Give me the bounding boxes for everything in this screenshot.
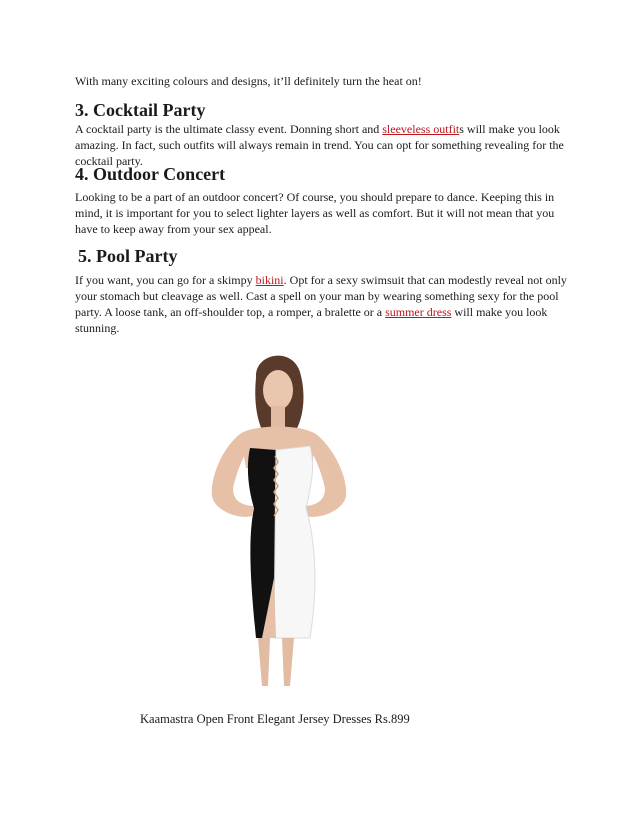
face-shape <box>263 370 293 410</box>
concert-heading: 4. Outdoor Concert <box>75 164 226 184</box>
pool-text-2: . Opt for a sexy swimsuit that can modestly reveal not only your stomach but cleavage as well. Cast a spell on your man by wearing something sexy for the pool party. A loose tank, an off-shoulder top, a romper, a bralette or a <box>75 273 567 319</box>
product-photo[interactable] <box>170 338 380 703</box>
cocktail-heading: 3. Cocktail Party <box>75 100 206 120</box>
cocktail-text-before: A cocktail party is the ultimate classy event. Donning short and <box>75 122 383 136</box>
concert-paragraph: Looking to be a part of an outdoor concert? Of course, you should prepare to dance. Keeping this in mind, it is important for you to select lighter layers as well as comfort. But it will not mean that you have to keep away from your sex appeal. <box>75 190 555 236</box>
pool-text-1: If you want, you can go for a skimpy <box>75 273 256 287</box>
summer-dress-link[interactable]: summer dress <box>385 305 452 319</box>
pool-heading: 5. Pool Party <box>78 246 178 266</box>
product-caption: Kaamastra Open Front Elegant Jersey Dresses Rs.899 <box>140 712 410 726</box>
pool-paragraph <box>75 272 570 336</box>
bikini-link[interactable]: bikini <box>255 273 284 287</box>
neck-shape <box>271 406 285 428</box>
cocktail-paragraph <box>75 121 570 169</box>
intro-paragraph: With many exciting colours and designs, it’ll definitely turn the heat on! <box>75 74 422 88</box>
left-leg-shape <box>258 638 270 686</box>
right-leg-shape <box>282 638 294 686</box>
cocktail-text-after: s will make you look amazing. In fact, such outfits will always remain in trend. You can opt for something revealing for the cocktail party. <box>75 122 564 168</box>
sleeveless-outfits-link[interactable]: sleeveless outfit <box>382 122 460 136</box>
pool-text-3: will make you look stunning. <box>75 305 548 335</box>
dress-white-panel <box>274 446 315 638</box>
